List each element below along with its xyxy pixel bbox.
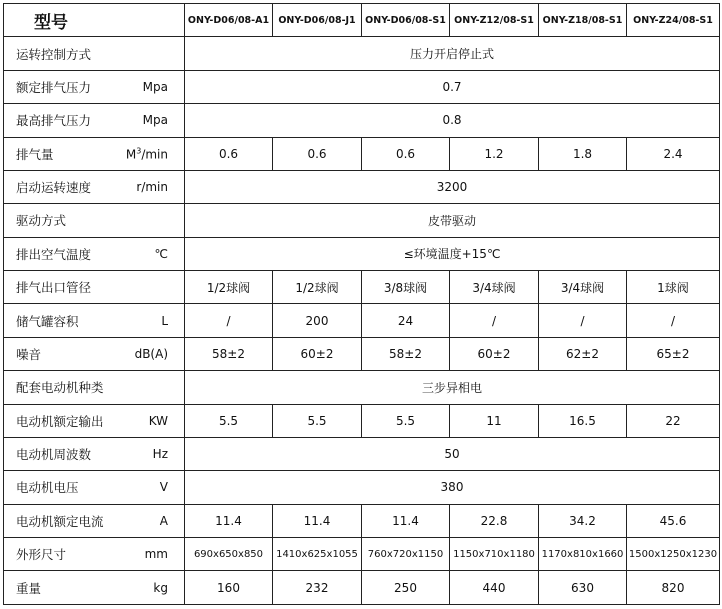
model-name-cell: ONY-D06/08-J1 <box>273 4 362 37</box>
value-cell: 45.6 <box>627 504 720 537</box>
value-cell: 690x650x850 <box>185 538 273 571</box>
spec-row <box>4 104 720 137</box>
parameter-name: 电动机电压 <box>16 480 79 496</box>
model-name-cell: ONY-D06/08-A1 <box>185 4 273 37</box>
spec-row <box>4 137 720 170</box>
spec-row <box>4 404 720 437</box>
parameter-cell <box>4 371 185 404</box>
shared-value-cell: ≤环境温度+15℃ <box>185 237 720 270</box>
value-cell: 250 <box>362 571 450 605</box>
parameter-name: 电动机额定输出 <box>16 413 104 429</box>
model-name-cell: ONY-Z12/08-S1 <box>450 4 539 37</box>
parameter-cell <box>4 504 185 537</box>
value-cell: 2.4 <box>627 137 720 170</box>
spec-row <box>4 170 720 203</box>
parameter-cell <box>4 271 185 304</box>
value-cell: 1/2球阀 <box>273 271 362 304</box>
model-name-cell: ONY-D06/08-S1 <box>362 4 450 37</box>
parameter-unit: Hz <box>152 447 168 462</box>
parameter-name: 启动运转速度 <box>16 180 92 196</box>
value-cell: / <box>627 304 720 337</box>
parameter-cell <box>4 104 185 137</box>
parameter-name: 电动机周波数 <box>16 447 92 463</box>
value-cell: 58±2 <box>185 337 273 370</box>
value-cell: 1150x710x1180 <box>450 538 539 571</box>
value-cell: 24 <box>362 304 450 337</box>
value-cell: / <box>539 304 627 337</box>
spec-row <box>4 471 720 504</box>
value-cell: 3/4球阀 <box>539 271 627 304</box>
value-cell: 3/8球阀 <box>362 271 450 304</box>
parameter-cell <box>4 571 185 605</box>
value-cell: 22.8 <box>450 504 539 537</box>
parameter-unit: Mpa <box>142 113 168 128</box>
value-cell: 5.5 <box>185 404 273 437</box>
value-cell: 630 <box>539 571 627 605</box>
shared-value-cell: 50 <box>185 437 720 470</box>
parameter-unit: A <box>159 513 168 528</box>
parameter-name: 最高排气压力 <box>16 113 92 129</box>
shared-value-cell: 压力开启停止式 <box>185 37 720 70</box>
shared-value-cell: 三步异相电 <box>185 371 720 404</box>
parameter-unit: L <box>161 313 168 328</box>
shared-value-cell: 0.8 <box>185 104 720 137</box>
parameter-name: 排气量 <box>16 146 54 162</box>
parameter-cell <box>4 70 185 103</box>
spec-row <box>4 371 720 404</box>
value-cell: 58±2 <box>362 337 450 370</box>
parameter-cell <box>4 304 185 337</box>
spec-row <box>4 237 720 270</box>
parameter-name: 驱动方式 <box>16 213 67 229</box>
value-cell: 11.4 <box>362 504 450 537</box>
parameter-unit: mm <box>144 547 168 562</box>
shared-value-cell: 皮带驱动 <box>185 204 720 237</box>
value-cell: 65±2 <box>627 337 720 370</box>
parameter-name: 噪音 <box>16 346 42 362</box>
spec-row <box>4 204 720 237</box>
shared-value-cell: 380 <box>185 471 720 504</box>
parameter-cell <box>4 137 185 170</box>
spec-table-body <box>4 4 720 605</box>
parameter-name: 额定排气压力 <box>16 79 92 95</box>
spec-row <box>4 271 720 304</box>
parameter-cell <box>4 37 185 70</box>
parameter-unit: KW <box>148 413 168 428</box>
parameter-cell <box>4 538 185 571</box>
value-cell: 11.4 <box>185 504 273 537</box>
parameter-cell <box>4 437 185 470</box>
parameter-name: 运转控制方式 <box>16 46 92 62</box>
parameter-unit: Mpa <box>142 79 168 94</box>
value-cell: 1.8 <box>539 137 627 170</box>
parameter-cell <box>4 204 185 237</box>
value-cell: 11.4 <box>273 504 362 537</box>
unit-tail: /min <box>141 147 168 162</box>
value-cell: 1410x625x1055 <box>273 538 362 571</box>
parameter-name: 重量 <box>16 580 42 596</box>
value-cell: 200 <box>273 304 362 337</box>
value-cell: 22 <box>627 404 720 437</box>
value-cell: 232 <box>273 571 362 605</box>
parameter-name: 储气罐容积 <box>16 313 79 329</box>
spec-row <box>4 538 720 571</box>
value-cell: 5.5 <box>273 404 362 437</box>
value-cell: 3/4球阀 <box>450 271 539 304</box>
model-name-cell: ONY-Z18/08-S1 <box>539 4 627 37</box>
parameter-cell <box>4 337 185 370</box>
value-cell: 60±2 <box>450 337 539 370</box>
parameter-unit: V <box>159 480 168 495</box>
value-cell: 0.6 <box>362 137 450 170</box>
value-cell: 1170x810x1660 <box>539 538 627 571</box>
parameter-name: 排气出口管径 <box>16 280 92 296</box>
shared-value-cell: 3200 <box>185 170 720 203</box>
parameter-unit: ℃ <box>154 246 168 261</box>
model-name-cell: ONY-Z24/08-S1 <box>627 4 720 37</box>
value-cell: 11 <box>450 404 539 437</box>
spec-row <box>4 304 720 337</box>
parameter-name: 排出空气温度 <box>16 246 92 262</box>
value-cell: 0.6 <box>273 137 362 170</box>
unit-superscript: 3 <box>136 146 142 156</box>
parameter-unit: r/min <box>136 180 168 195</box>
value-cell: 440 <box>450 571 539 605</box>
model-header-label: 型号 <box>4 4 185 37</box>
value-cell: 820 <box>627 571 720 605</box>
value-cell: 1/2球阀 <box>185 271 273 304</box>
value-cell: 0.6 <box>185 137 273 170</box>
parameter-cell <box>4 471 185 504</box>
value-cell: 1500x1250x1230 <box>627 538 720 571</box>
shared-value-cell: 0.7 <box>185 70 720 103</box>
header-row <box>4 4 720 37</box>
parameter-unit: kg <box>153 580 168 595</box>
parameter-cell <box>4 404 185 437</box>
value-cell: 60±2 <box>273 337 362 370</box>
value-cell: 160 <box>185 571 273 605</box>
spec-row <box>4 504 720 537</box>
spec-row <box>4 37 720 70</box>
value-cell: 16.5 <box>539 404 627 437</box>
value-cell: / <box>185 304 273 337</box>
parameter-name: 电动机额定电流 <box>16 513 104 529</box>
value-cell: 5.5 <box>362 404 450 437</box>
value-cell: 760x720x1150 <box>362 538 450 571</box>
spec-row <box>4 571 720 605</box>
value-cell: 1球阀 <box>627 271 720 304</box>
parameter-name: 外形尺寸 <box>16 547 67 563</box>
spec-row <box>4 70 720 103</box>
spec-row <box>4 337 720 370</box>
parameter-unit: dB(A) <box>134 346 168 361</box>
value-cell: / <box>450 304 539 337</box>
value-cell: 34.2 <box>539 504 627 537</box>
parameter-cell <box>4 170 185 203</box>
unit-base: M <box>125 147 137 162</box>
parameter-cell <box>4 237 185 270</box>
value-cell: 1.2 <box>450 137 539 170</box>
parameter-unit <box>126 146 168 161</box>
spec-table <box>3 3 720 605</box>
parameter-name: 配套电动机种类 <box>16 380 104 396</box>
value-cell: 62±2 <box>539 337 627 370</box>
spec-row <box>4 437 720 470</box>
